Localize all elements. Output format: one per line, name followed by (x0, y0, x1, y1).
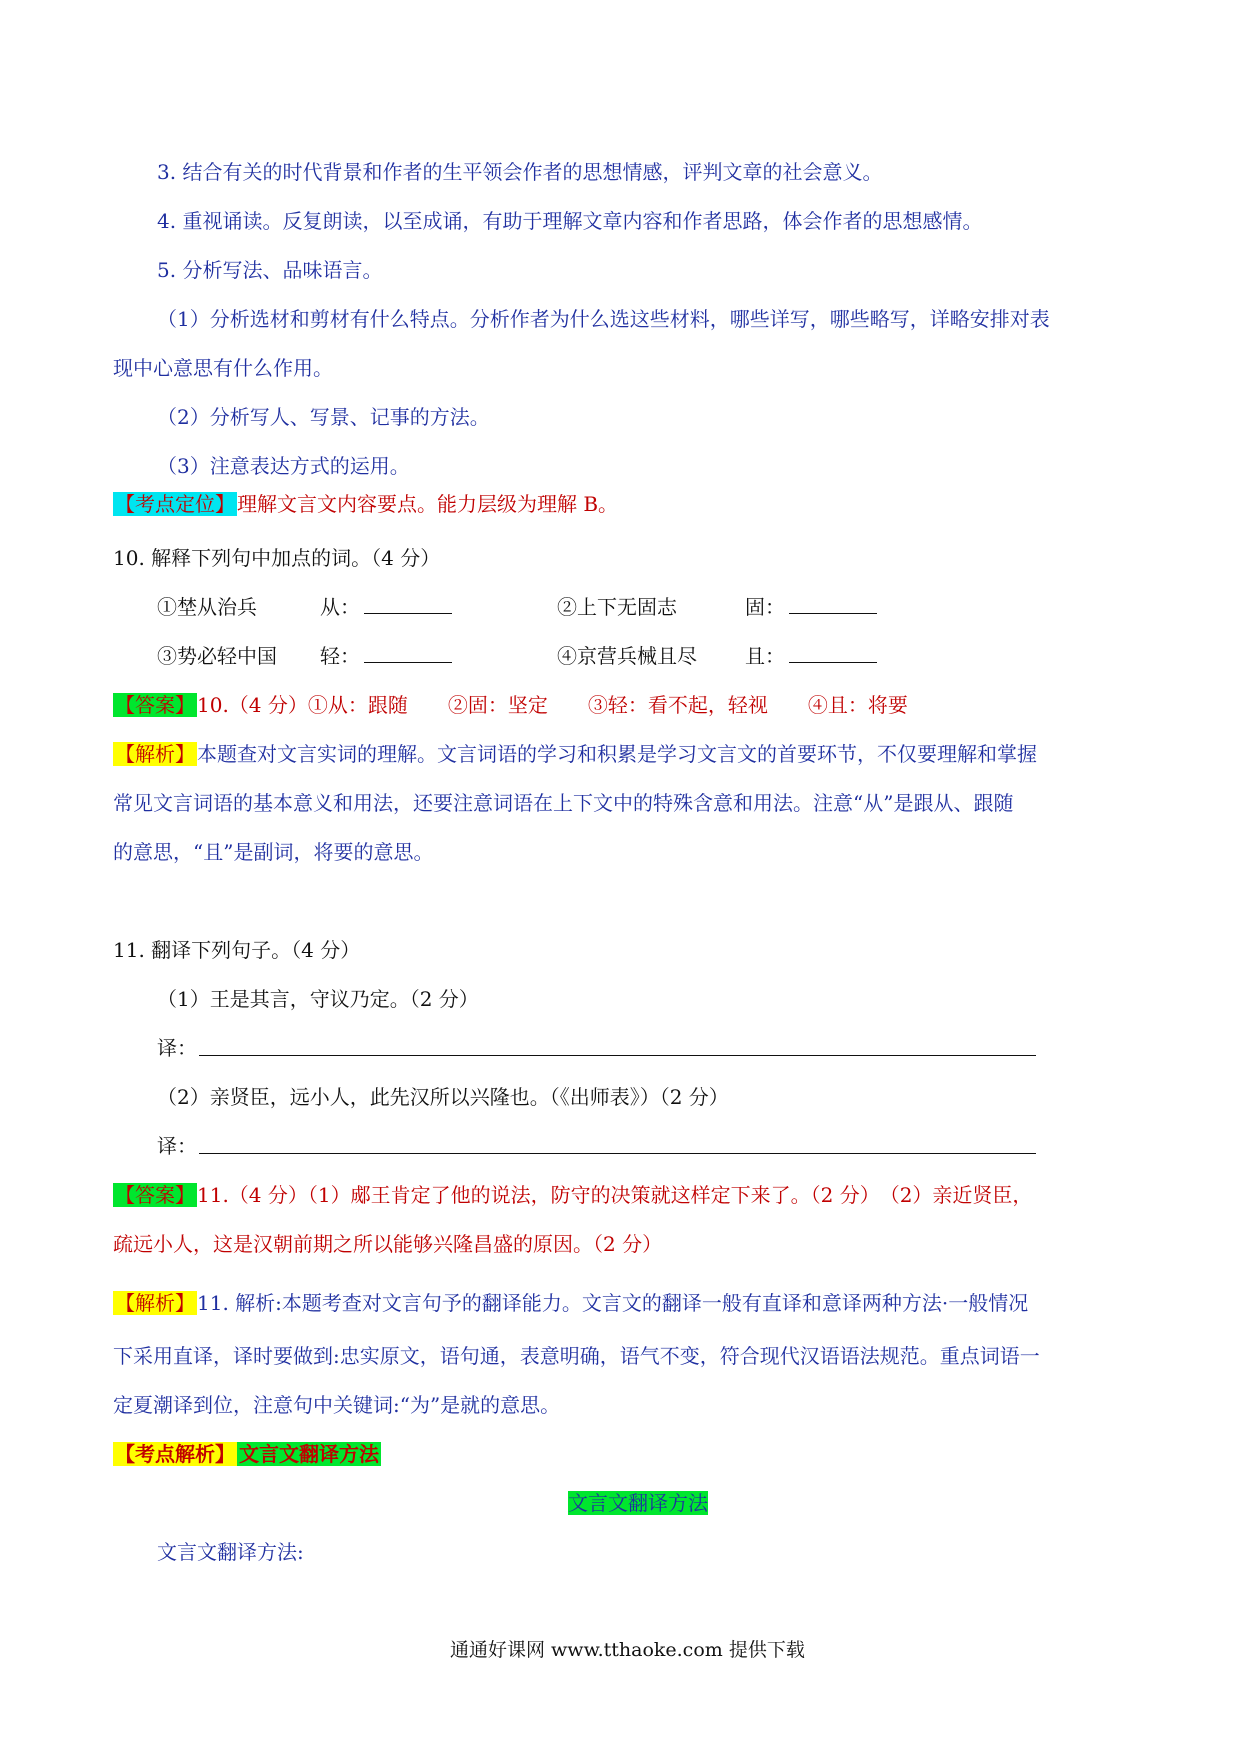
q10-item-2-blank[interactable] (789, 595, 877, 614)
q10-item-1-phrase: ①埜从治兵 (157, 595, 257, 619)
kaodian-jiexi-tag: 【考点解析】 (115, 1442, 235, 1466)
q10-item-4-blank[interactable] (789, 644, 877, 663)
q11-analysis-line-1 (113, 1290, 1028, 1316)
q11-answer-text-1: 11.（4 分）（1）郕王肯定了他的说法，防守的决策就这样定下来了。（2 分） （2）亲近贤臣， (197, 1183, 1033, 1207)
kaodian-jiexi-row (113, 1441, 381, 1467)
q11-answer-tag: 【答案】 (115, 1183, 195, 1207)
method-point-4: 4. 重视诵读。反复朗读，以至成诵，有助于理解文章内容和作者思路，体会作者的思想感情。 (157, 209, 983, 233)
kaodian-text: 理解文言文内容要点。能力层级为理解 B。 (237, 492, 619, 516)
method-point-3: 3. 结合有关的时代背景和作者的生平领会作者的思想情感，评判文章的社会意义。 (157, 160, 883, 184)
q11-analysis-tag: 【解析】 (115, 1291, 195, 1315)
q10-title: 10. 解释下列句中加点的词。（4 分） (113, 546, 441, 570)
q11-analysis-line-3: 定夏潮译到位，注意句中关键词:“为”是就的意思。 (113, 1393, 561, 1417)
q10-item-3-key-label: 轻： (320, 644, 360, 668)
q10-item-1-blank[interactable] (364, 595, 452, 614)
q10-item-2-key-label: 固： (745, 595, 785, 619)
q10-item-4-phrase: ④京营兵械且尽 (557, 644, 697, 668)
method-sub-2: （2）分析写人、写景、记事的方法。 (157, 405, 490, 429)
q10-item-3 (157, 643, 277, 669)
method-sub-3: （3）注意表达方式的运用。 (157, 454, 410, 478)
q10-item-1-key-label: 从： (320, 595, 360, 619)
q10-analysis-line-3: 的意思，“且”是副词，将要的意思。 (113, 840, 434, 864)
method-point-5: 5. 分析写法、品味语言。 (157, 258, 383, 282)
q10-answer (113, 692, 908, 718)
q10-item-3-phrase: ③势必轻中国 (157, 644, 277, 668)
q10-answer-tag: 【答案】 (115, 693, 195, 717)
q11-analysis-text-1: 11. 解析:本题考查对文言句予的翻译能力。文言文的翻译一般有直译和意译两种方法·一般情况 (197, 1291, 1029, 1315)
kaodian-tag: 【考点定位】 (115, 492, 235, 516)
q10-item-4 (557, 643, 697, 669)
q10-item-2-phrase: ②上下无固志 (557, 595, 677, 619)
q11-sentence-2: （2）亲贤臣，远小人，此先汉所以兴隆也。（《出师表》）（2 分） (157, 1085, 729, 1109)
q10-item-1-key (320, 594, 452, 620)
q10-item-3-blank[interactable] (364, 644, 452, 663)
kaodian-jiexi-text: 文言文翻译方法 (239, 1442, 379, 1466)
q10-item-4-key (745, 643, 877, 669)
q11-answer-line-1[interactable] (199, 1055, 1036, 1056)
footer: 通通好课网 www.tthaoke.com 提供下载 (450, 1639, 805, 1661)
q10-item-3-key (320, 643, 452, 669)
q10-item-2 (557, 594, 677, 620)
q11-analysis-line-2: 下采用直译，译时要做到:忠实原文，语句通，表意明确，语气不变，符合现代汉语语法规范。重点词语一 (113, 1344, 1040, 1368)
q10-item-2-key (745, 594, 877, 620)
q11-answer-text-2: 疏远小人，这是汉朝前期之所以能够兴隆昌盛的原因。（2 分） (113, 1232, 663, 1256)
q11-title: 11. 翻译下列句子。（4 分） (113, 938, 361, 962)
q10-analysis-text-1: 本题查对文言实词的理解。文言词语的学习和积累是学习文言文的首要环节，不仅要理解和掌握 (197, 742, 1037, 766)
q11-answer-line-2[interactable] (199, 1153, 1036, 1154)
method-sub-1-cont: 现中心意思有什么作用。 (113, 356, 333, 380)
q11-yi-2: 译： (157, 1134, 197, 1158)
center-title-row (568, 1490, 708, 1516)
kaodian-row (113, 491, 618, 517)
q10-analysis-line-2: 常见文言词语的基本意义和用法，还要注意词语在上下文中的特殊含意和用法。注意“从”是跟从、跟随 (113, 791, 1014, 815)
q10-item-1 (157, 594, 257, 620)
q10-item-4-key-label: 且： (745, 644, 785, 668)
q11-answer-line-1-row (113, 1182, 1032, 1208)
q10-analysis-tag: 【解析】 (115, 742, 195, 766)
q10-answer-text: 10.（4 分）①从：跟随 ②固：坚定 ③轻：看不起，轻视 ④且：将要 (197, 693, 908, 717)
method-intro: 文言文翻译方法: (157, 1540, 304, 1564)
method-sub-1: （1）分析选材和剪材有什么特点。分析作者为什么选这些材料，哪些详写，哪些略写，详略安排对表 (157, 307, 1050, 331)
q11-yi-1: 译： (157, 1036, 197, 1060)
q10-analysis-line-1 (113, 741, 1037, 767)
q11-sentence-1: （1）王是其言，守议乃定。（2 分） (157, 987, 479, 1011)
center-title: 文言文翻译方法 (568, 1491, 708, 1515)
